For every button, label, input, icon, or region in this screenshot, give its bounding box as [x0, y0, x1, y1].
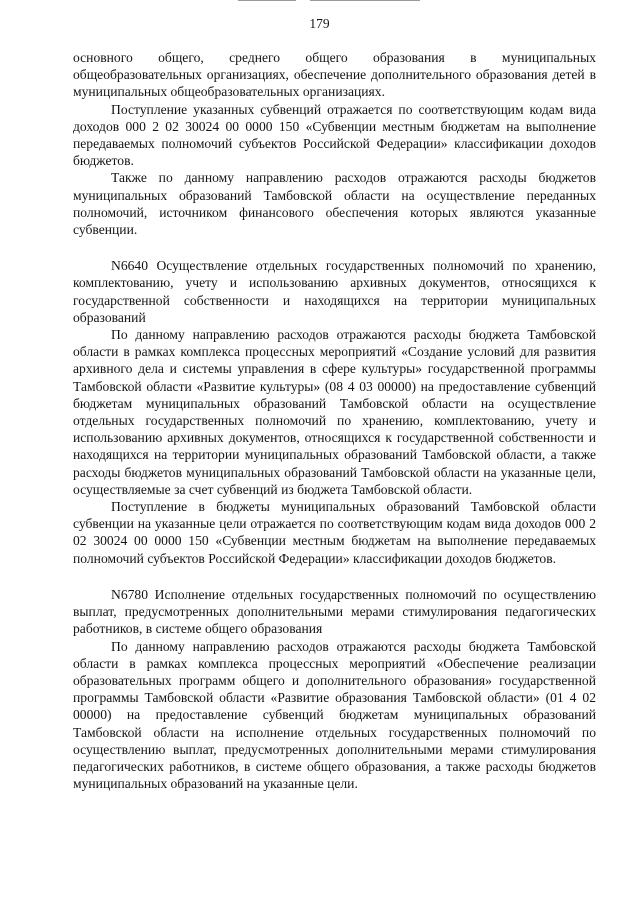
paragraph-continuation: основного общего, среднего общего образования в муниципальных общеобразовательных организациях, обеспечение дополнительного образования детей в муниципальных общеобразовательных организациях. [73, 50, 596, 100]
top-scan-rule [310, 0, 420, 1]
paragraph-n6780-description: По данному направлению расходов отражаются расходы бюджета Тамбовской области в рамках комплекса процессных мероприятий «Обеспечение реализации образовательных программ общего и дополнительного образования» государственной программы Тамбовской области «Развитие образования Тамбовской области» (01 4 02 00000) на предоставление субвенций бюджетам муниципальных образований Тамбовской области на исполнение отдельных государственных полномочий по осуществлению выплат, предусмотренных дополнительными мерами стимулирования педагогических работников, в системе общего образования, а также расходы бюджетов муниципальных образований на указанные цели. [73, 638, 596, 792]
document-body [73, 49, 596, 792]
paragraph-n6640-description: По данному направлению расходов отражаются расходы бюджета Тамбовской области в рамках комплекса процессных мероприятий «Создание условий для развития архивного дела и системы управления в сфере культуры» государственной программы Тамбовской области «Развитие культуры» (08 4 03 00000) на предоставление субвенций бюджетам муниципальных образований Тамбовской области на осуществление отдельных государственных полномочий по хранению, комплектованию, учету и использованию архивных документов, относящихся к государственной собственности и находящихся на территории муниципальных образований Тамбовской области, а также расходы бюджетов муниципальных образований Тамбовской области на указанные цели, осуществляемые за счет субвенций из бюджета Тамбовской области. [73, 327, 596, 497]
section-heading-n6640: N6640 Осуществление отдельных государственных полномочий по хранению, комплектованию, учету и использованию архивных документов, относящихся к государственной собственности и находящихся на территории муниципальных образований [73, 258, 596, 325]
section-heading-n6780: N6780 Исполнение отдельных государственных полномочий по осуществлению выплат, предусмотренных дополнительными мерами стимулирования педагогических работников, в системе общего образования [73, 586, 596, 637]
paragraph-n6640-income: Поступление в бюджеты муниципальных образований Тамбовской области субвенции на указанные цели отражается по соответствующим кодам вида доходов 000 2 02 30024 00 0000 150 «Субвенции местным бюджетам на выполнение передаваемых полномочий субъектов Российской Федерации» классификации доходов бюджетов. [73, 499, 596, 566]
top-scan-rule [238, 0, 296, 1]
paragraph-income-codes: Поступление указанных субвенций отражается по соответствующим кодам вида доходов 000 2 02 30024 00 0000 150 «Субвенции местным бюджетам на выполнение передаваемых полномочий субъектов Российской Федерации» классификации доходов бюджетов. [73, 101, 596, 169]
paragraph-municipal-expenses: Также по данному направлению расходов отражаются расходы бюджетов муниципальных образований Тамбовской области на осуществление переданных полномочий, источником финансового обеспечения которых являются указанные субвенции. [73, 170, 596, 238]
page-number: 179 [309, 16, 330, 31]
